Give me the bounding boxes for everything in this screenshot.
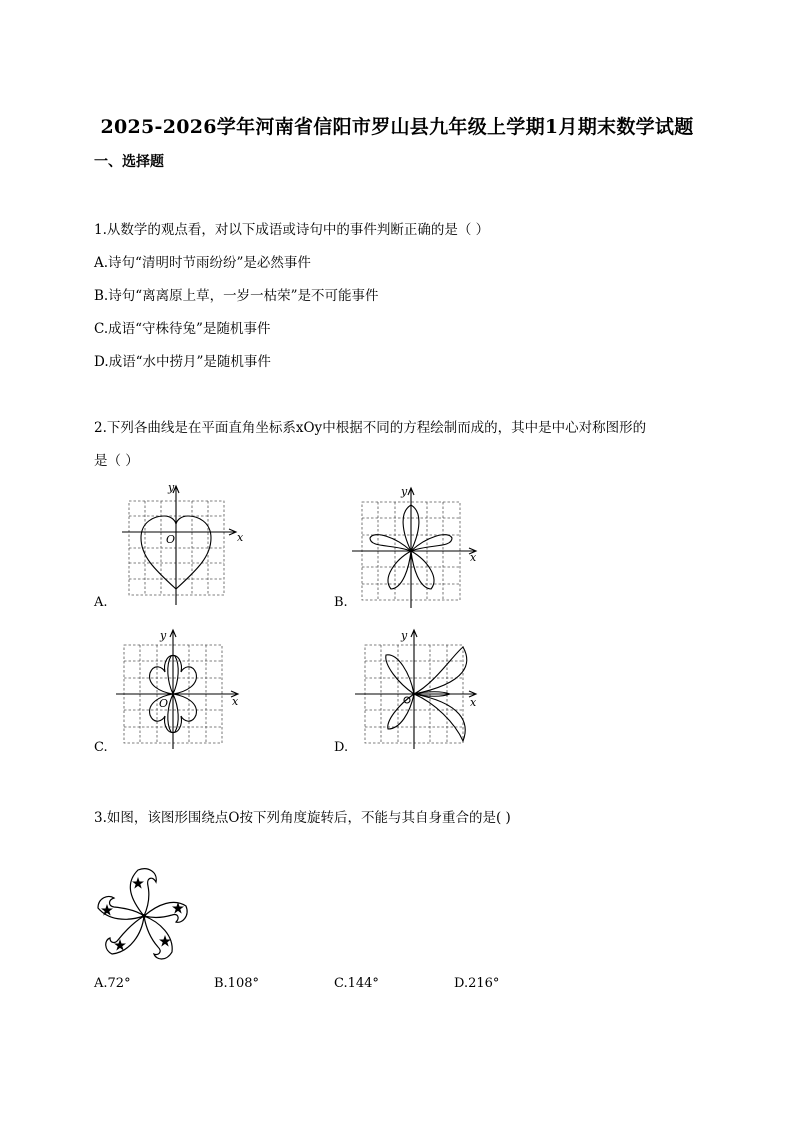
axis-x-label-a: x [237, 531, 244, 544]
page-title: 2025-2026学年河南省信阳市罗山县九年级上学期1月期末数学试题 [100, 116, 694, 138]
q3-stem: 3.如图，该图形围绕点O按下列角度旋转后，不能与其自身重合的是( ) [94, 810, 511, 826]
q3-option-b: B.108° [214, 976, 259, 991]
origin-label-c: O [159, 697, 169, 710]
q2-label-d: D. [334, 740, 349, 755]
q2-stem-line1: 2.下列各曲线是在平面直角坐标系xOy中根据不同的方程绘制而成的，其中是中心对称图形的 [94, 420, 647, 436]
q2-figure-a [112, 478, 242, 608]
axis-y-label-a: y [168, 481, 175, 494]
q2-label-c: C. [94, 740, 108, 755]
q1-option-b: B.诗句“离离原上草，一岁一枯荣”是不可能事件 [94, 288, 379, 304]
bauhinia-figure [86, 862, 196, 972]
q2-figure-c [114, 625, 244, 750]
q3-option-a: A.72° [94, 976, 131, 991]
axis-y-label-c: y [160, 629, 167, 642]
q1-option-c: C.成语“守株待兔”是随机事件 [94, 321, 271, 337]
q1-option-a: A.诗句“清明时节雨纷纷”是必然事件 [94, 255, 311, 271]
axis-x-label-c: x [232, 695, 239, 708]
q2-label-a: A. [94, 595, 108, 610]
q2-stem-line2: 是（ ） [94, 453, 139, 469]
q3-option-c: C.144° [334, 976, 379, 991]
q1-option-d: D.成语“水中捞月”是随机事件 [94, 354, 271, 370]
q3-option-d: D.216° [454, 976, 500, 991]
section-heading: 一、选择题 [94, 154, 164, 170]
axis-y-label-b: y [401, 485, 408, 498]
axis-y-label-d: y [401, 629, 408, 642]
q1-stem: 1.从数学的观点看，对以下成语或诗句中的事件判断正确的是（ ） [94, 222, 490, 238]
q2-label-b: B. [334, 595, 348, 610]
q2-figure-b [350, 480, 485, 610]
origin-label-a: O [166, 533, 176, 546]
axis-x-label-d: x [470, 696, 477, 709]
q2-figure-d [350, 625, 485, 750]
axis-x-label-b: x [470, 551, 477, 564]
